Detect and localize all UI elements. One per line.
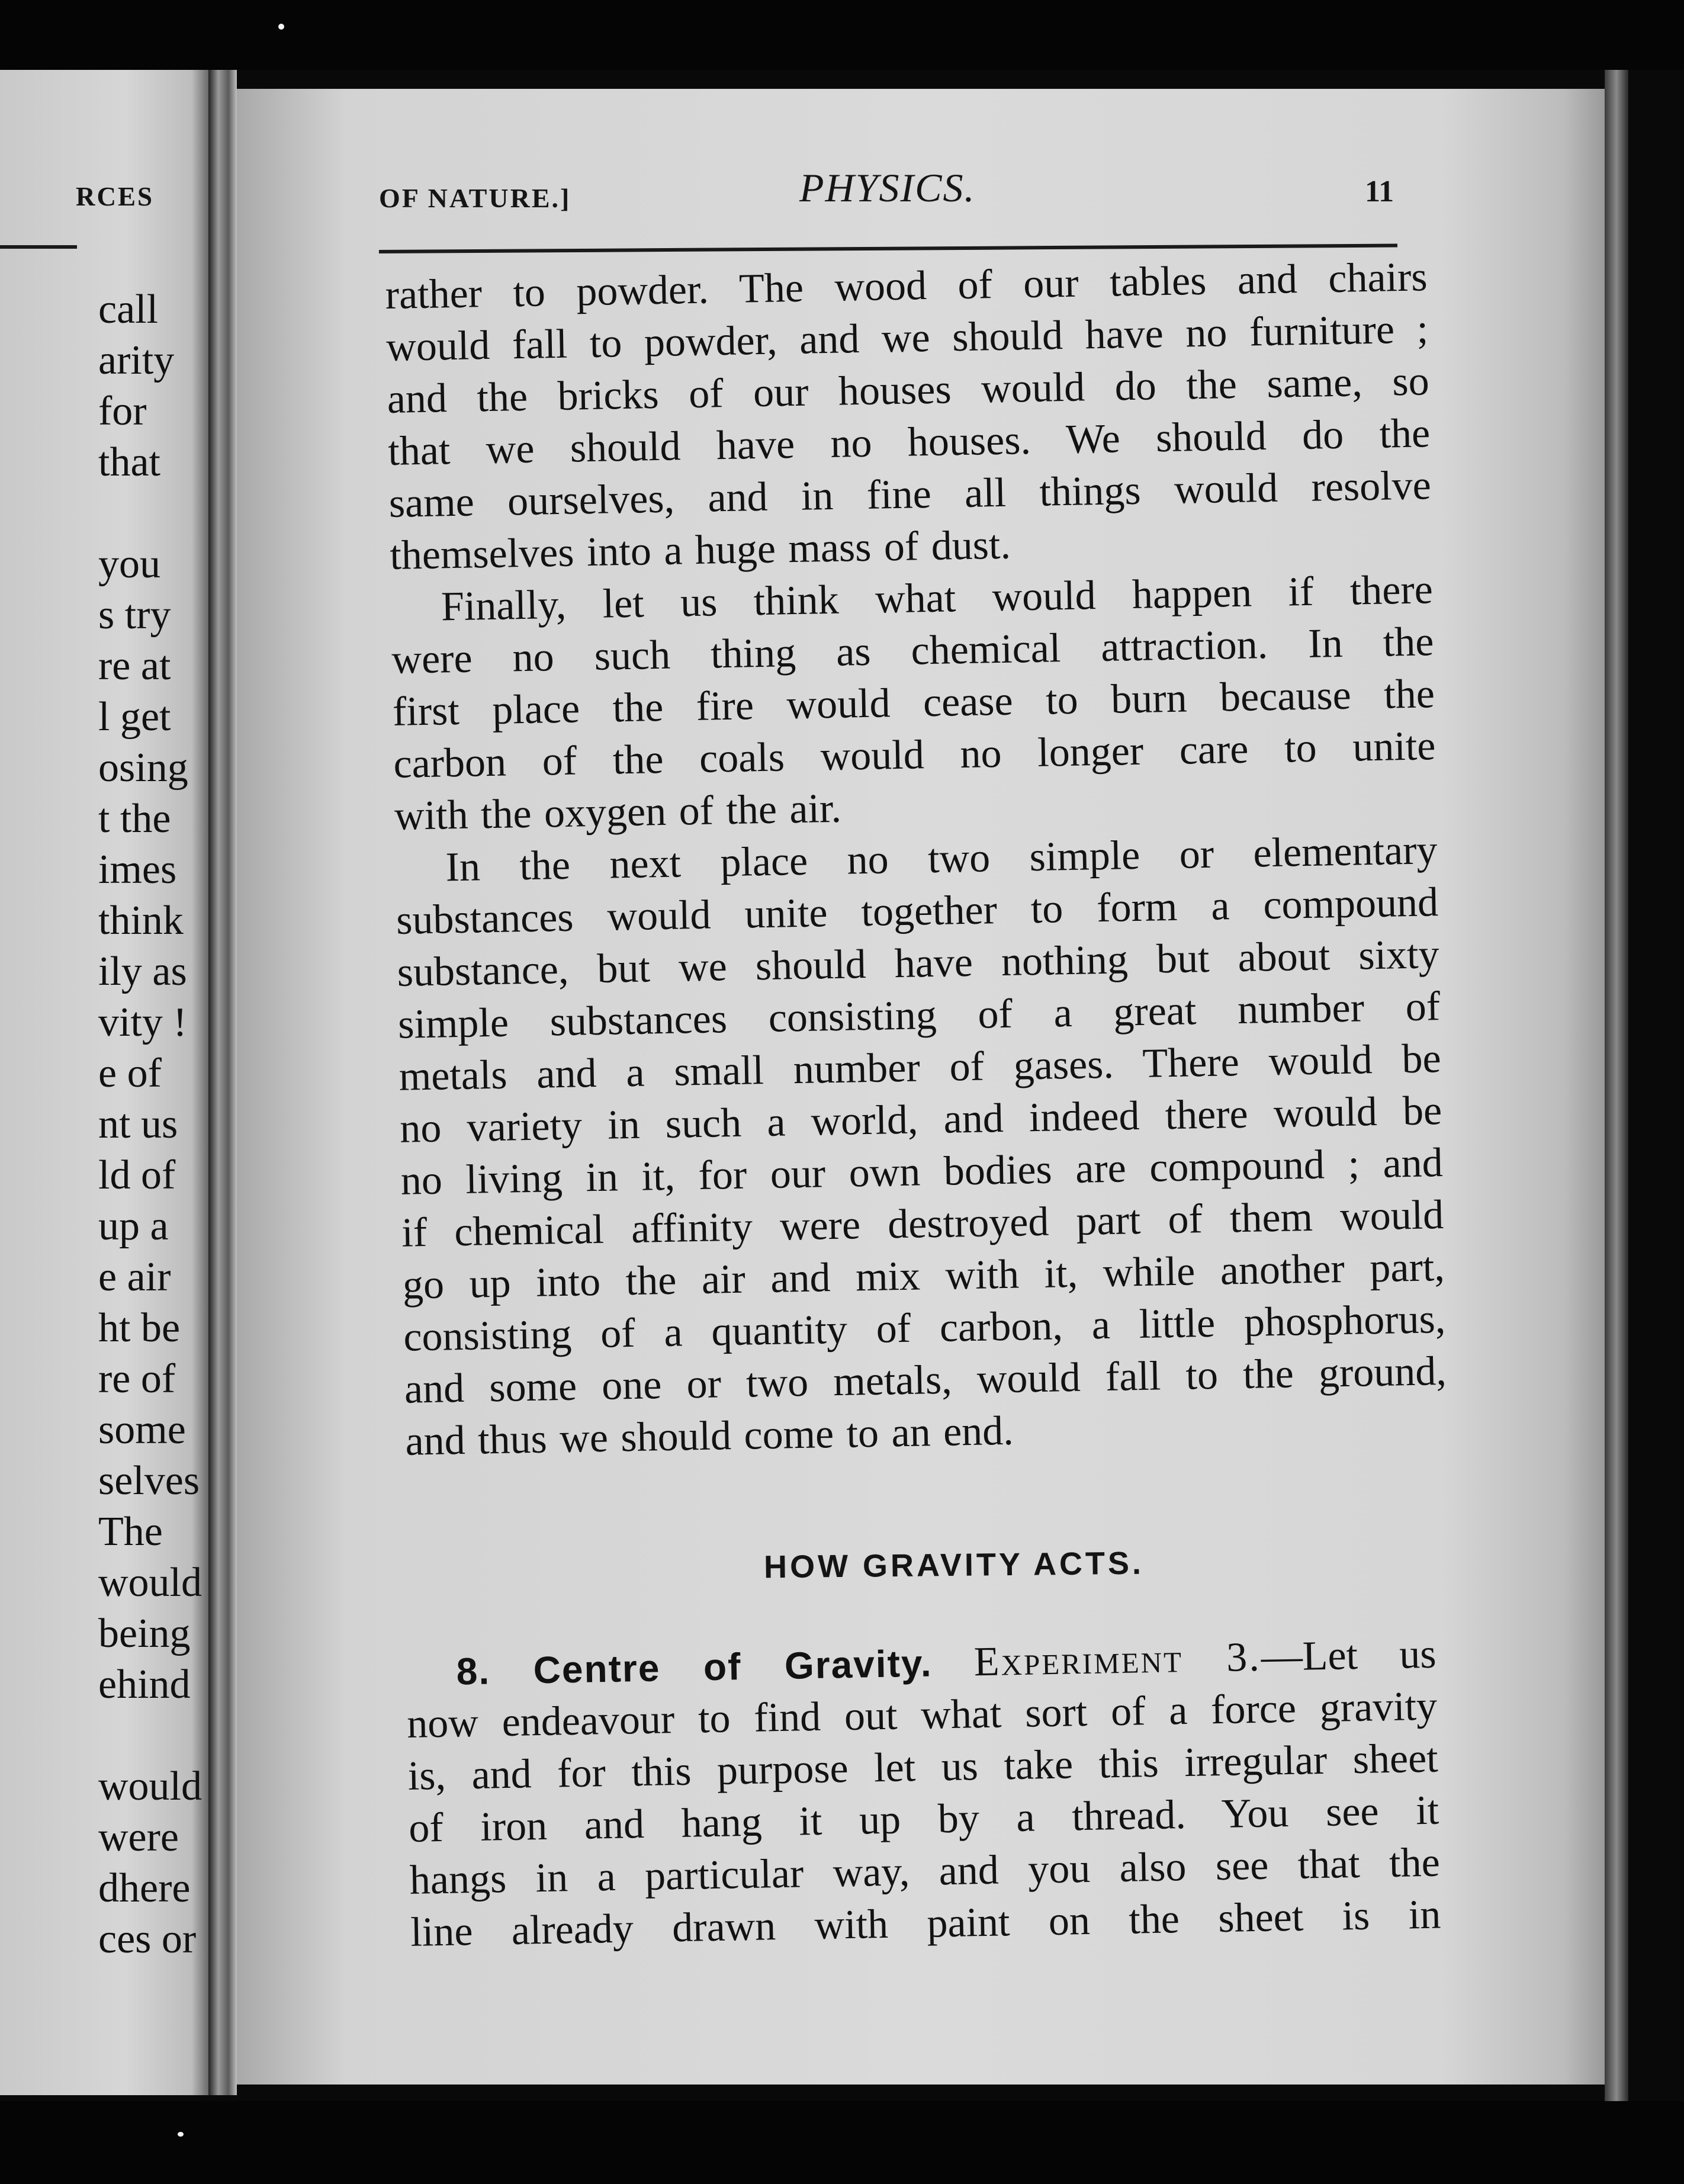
left-page-line: up a <box>98 1203 169 1249</box>
left-page-line: being <box>98 1611 191 1656</box>
text-line: same ourselves, and in fine all things would resolve <box>388 463 1432 526</box>
left-page-line: dhere <box>98 1865 191 1911</box>
section-text <box>406 1629 1441 1959</box>
text-line: would fall to powder, and we should have no furniture ; <box>385 306 1429 370</box>
text-line: themselves into a huge mass of dust. <box>389 522 1011 579</box>
text-line: hangs in a particular way, and you also see that the <box>409 1839 1441 1903</box>
left-header-rule <box>0 245 77 249</box>
book-page <box>237 89 1605 2085</box>
first-line-rest: —Let us <box>1261 1631 1437 1680</box>
paragraph-3 <box>395 824 1448 1468</box>
page-number: 11 <box>1365 175 1394 208</box>
text-line: that we should have no houses. We should do the <box>387 410 1431 474</box>
running-head-title: PHYSICS. <box>799 165 976 210</box>
book-gutter <box>208 70 237 2095</box>
page-edge-shadow <box>1605 70 1628 2101</box>
scan-speck <box>278 24 284 30</box>
left-page-line: re at <box>98 643 171 689</box>
text-line: were no such thing as chemical attraction. In the <box>391 619 1434 683</box>
left-page-line: ht be <box>98 1305 181 1351</box>
paragraph-1 <box>385 251 1432 582</box>
left-page-line: ehind <box>98 1662 191 1707</box>
left-page-line: that <box>98 439 160 485</box>
left-page-line: imes <box>98 847 177 892</box>
text-line: and some one or two metals, would fall to the ground, <box>404 1348 1447 1412</box>
text-line: no living in it, for our own bodies are compound ; and <box>400 1140 1444 1204</box>
left-page-line: nt us <box>98 1101 178 1147</box>
text-line: is, and for this purpose let us take this irregular sheet <box>407 1735 1439 1799</box>
text-line: and thus we should come to an end. <box>404 1408 1014 1464</box>
left-page-line: re of <box>98 1356 176 1402</box>
text-line: substance, but we should have nothing but about sixty <box>397 932 1440 995</box>
left-page-line: e of <box>98 1051 162 1096</box>
left-page-line: call <box>98 287 159 332</box>
left-page-line: vity ! <box>98 1000 187 1045</box>
left-page-line: you <box>98 541 160 587</box>
left-page-line: ces or <box>98 1916 197 1962</box>
text-line: line already drawn with paint on the sheet is in <box>410 1891 1441 1955</box>
text-line: simple substances consisting of a great number of <box>397 984 1441 1048</box>
text-line: In the next place no two simple or elementary <box>445 827 1438 891</box>
text-line: substances would unite together to form a compound <box>396 879 1439 943</box>
text-line: and the bricks of our houses would do the same, so <box>387 358 1430 422</box>
scan-speck <box>178 2132 184 2137</box>
left-page-line: t the <box>98 796 171 842</box>
section-heading: HOW GRAVITY ACTS. <box>763 1545 1145 1585</box>
text-line: if chemical affinity were destroyed part of them would <box>401 1192 1444 1256</box>
text-line: metals and a small number of gases. There would be <box>398 1036 1442 1100</box>
text-line: carbon of the coals would no longer care to unite <box>393 723 1436 787</box>
left-page-line: for <box>98 388 147 434</box>
left-page-line: were <box>98 1814 179 1860</box>
text-line: rather to powder. The wood of our tables and chairs <box>385 254 1428 318</box>
left-page-line: would <box>98 1764 202 1809</box>
left-page-line: e air <box>98 1254 171 1300</box>
left-page-line: would <box>98 1560 202 1605</box>
left-page-line: l get <box>98 694 171 740</box>
text-line: Finally, let us think what would happen if there <box>441 567 1434 630</box>
left-page-line: s try <box>98 592 171 638</box>
text-line: consisting of a quantity of carbon, a little phosphorus, <box>403 1296 1446 1360</box>
text-line: no variety in such a world, and indeed there would be <box>399 1088 1442 1152</box>
left-running-head: RCES <box>76 182 155 211</box>
text-line: go up into the air and mix with it, while another part, <box>402 1244 1445 1308</box>
left-page-line: arity <box>98 338 175 383</box>
left-page-fragment <box>0 70 208 2095</box>
left-page-line: osing <box>98 745 188 791</box>
paragraph-2 <box>390 564 1436 843</box>
left-page-line: some <box>98 1407 186 1453</box>
experiment-label: Experiment 3. <box>973 1634 1262 1685</box>
text-line: first place the fire would cease to burn because the <box>392 671 1435 735</box>
left-page-line: think <box>98 898 184 943</box>
text-line: of iron and hang it up by a thread. You see it <box>408 1787 1439 1851</box>
body-text <box>385 251 1448 1467</box>
left-page-line: selves <box>98 1458 200 1504</box>
text-line: now endeavour to find out what sort of a force gravity <box>406 1683 1438 1747</box>
header-rule <box>379 243 1397 253</box>
running-head-left: OF NATURE.] <box>379 183 571 213</box>
text-line: with the oxygen of the air. <box>394 785 842 839</box>
left-page-line: ily as <box>98 949 187 994</box>
section-title: 8. Centre of Gravity. <box>456 1642 933 1693</box>
left-page-line: ld of <box>98 1152 176 1198</box>
left-page-line: The <box>98 1509 163 1555</box>
